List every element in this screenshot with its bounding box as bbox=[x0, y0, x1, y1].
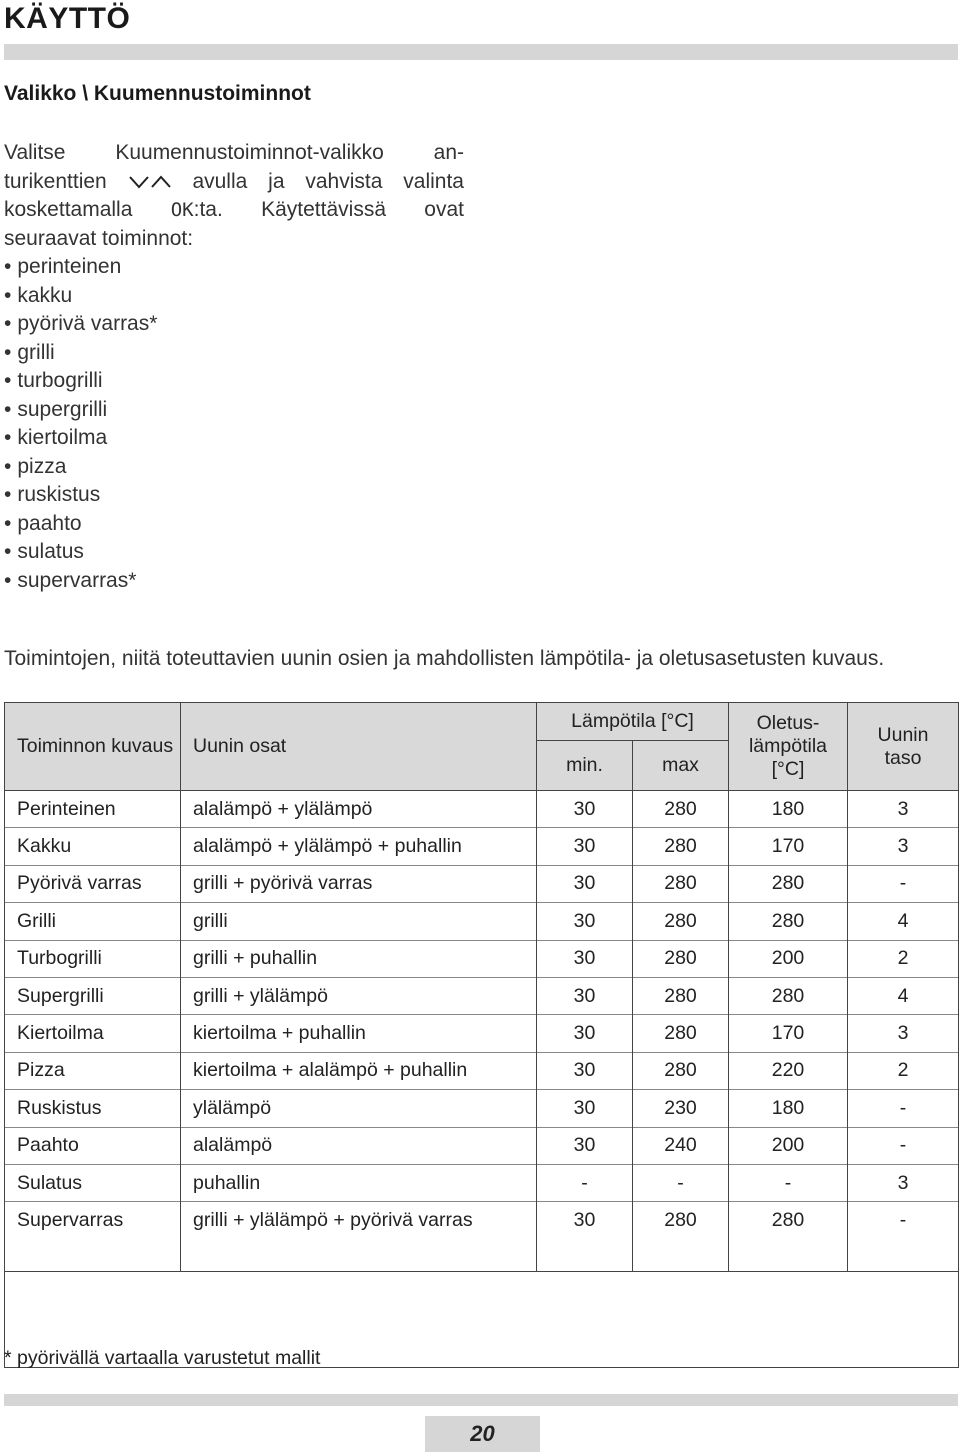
intro-line-3 bbox=[4, 196, 464, 225]
cell-function: Turbogrilli bbox=[5, 940, 181, 977]
cell-level: - bbox=[848, 1127, 959, 1164]
cell-function: Supervarras bbox=[5, 1202, 181, 1239]
cell-min: 30 bbox=[537, 791, 633, 828]
page-header-title: KÄYTTÖ bbox=[4, 2, 131, 35]
cell-parts: grilli + pyörivä varras bbox=[181, 865, 537, 902]
table-row bbox=[5, 940, 959, 977]
cell-default: 280 bbox=[729, 977, 848, 1014]
list-item: • pizza bbox=[4, 453, 464, 482]
table-caption: Toimintojen, niitä toteuttavien uunin osien ja mahdollisten lämpötila- ja oletusasetusten kuvaus. bbox=[4, 647, 885, 670]
cell-default: 200 bbox=[729, 940, 848, 977]
cell-min: 30 bbox=[537, 865, 633, 902]
empty-cell bbox=[848, 1239, 959, 1272]
intro-line-3-post: :ta. Käytettävissä ovat bbox=[193, 198, 465, 221]
cell-level: 4 bbox=[848, 903, 959, 940]
table-row bbox=[5, 865, 959, 902]
cell-function: Pyörivä varras bbox=[5, 865, 181, 902]
list-item: • supergrilli bbox=[4, 396, 464, 425]
cell-level: 3 bbox=[848, 828, 959, 865]
cell-min: 30 bbox=[537, 1202, 633, 1239]
cell-parts: kiertoilma + alalämpö + puhallin bbox=[181, 1052, 537, 1089]
list-item: • sulatus bbox=[4, 538, 464, 567]
table-row bbox=[5, 903, 959, 940]
cell-function: Ruskistus bbox=[5, 1090, 181, 1127]
cell-min: 30 bbox=[537, 1052, 633, 1089]
cell-parts: puhallin bbox=[181, 1164, 537, 1201]
cell-max: 280 bbox=[633, 1015, 729, 1052]
page-number: 20 bbox=[425, 1416, 540, 1452]
cell-max: 240 bbox=[633, 1127, 729, 1164]
cell-level: 3 bbox=[848, 1164, 959, 1201]
table-row bbox=[5, 828, 959, 865]
empty-cell bbox=[633, 1239, 729, 1272]
cell-function: Pizza bbox=[5, 1052, 181, 1089]
intro-line-2 bbox=[4, 168, 464, 197]
table-row bbox=[5, 1202, 959, 1239]
list-item: • grilli bbox=[4, 339, 464, 368]
cell-level: 4 bbox=[848, 977, 959, 1014]
chevron-down-icon bbox=[128, 174, 150, 190]
cell-max: 280 bbox=[633, 977, 729, 1014]
cell-function: Paahto bbox=[5, 1127, 181, 1164]
cell-level: - bbox=[848, 1090, 959, 1127]
cell-default: 170 bbox=[729, 828, 848, 865]
cell-level: 3 bbox=[848, 791, 959, 828]
list-item: • ruskistus bbox=[4, 481, 464, 510]
chevron-up-icon bbox=[150, 174, 172, 190]
list-item: • paahto bbox=[4, 510, 464, 539]
table-row bbox=[5, 977, 959, 1014]
cell-max: 280 bbox=[633, 903, 729, 940]
cell-parts: alalämpö bbox=[181, 1127, 537, 1164]
section-title: Valikko \ Kuumennustoiminnot bbox=[4, 82, 311, 105]
header-level: Uunin taso bbox=[848, 703, 959, 791]
list-item: • turbogrilli bbox=[4, 367, 464, 396]
empty-cell bbox=[5, 1239, 181, 1272]
table-row bbox=[5, 791, 959, 828]
cell-level: 3 bbox=[848, 1015, 959, 1052]
cell-parts: grilli bbox=[181, 903, 537, 940]
cell-min: 30 bbox=[537, 903, 633, 940]
table-row bbox=[5, 1090, 959, 1127]
cell-min: 30 bbox=[537, 940, 633, 977]
footer-divider bbox=[4, 1394, 958, 1406]
intro-line-2-post: avulla ja vahvista valinta bbox=[192, 169, 464, 193]
table-row bbox=[5, 1015, 959, 1052]
cell-function: Perinteinen bbox=[5, 791, 181, 828]
cell-level: - bbox=[848, 865, 959, 902]
cell-max: 230 bbox=[633, 1090, 729, 1127]
cell-default: 200 bbox=[729, 1127, 848, 1164]
cell-default: 220 bbox=[729, 1052, 848, 1089]
list-item: • perinteinen bbox=[4, 253, 464, 282]
table-row bbox=[5, 1164, 959, 1201]
empty-cell bbox=[537, 1239, 633, 1272]
list-item: • supervarras* bbox=[4, 567, 464, 596]
cell-level: 2 bbox=[848, 1052, 959, 1089]
cell-function: Kiertoilma bbox=[5, 1015, 181, 1052]
cell-max: 280 bbox=[633, 791, 729, 828]
list-item: • kiertoilma bbox=[4, 424, 464, 453]
empty-cell bbox=[181, 1239, 537, 1272]
list-item: • pyörivä varras* bbox=[4, 310, 464, 339]
cell-min: 30 bbox=[537, 977, 633, 1014]
cell-min: - bbox=[537, 1164, 633, 1201]
table-row bbox=[5, 1127, 959, 1164]
feature-list bbox=[4, 253, 464, 595]
intro-line-1: Valitse Kuumennustoiminnot-valikko an- bbox=[4, 141, 464, 164]
header-default-temp: Oletus-lämpötila [°C] bbox=[729, 703, 848, 791]
cell-max: 280 bbox=[633, 828, 729, 865]
cell-parts: ylälämpö bbox=[181, 1090, 537, 1127]
cell-parts: kiertoilma + puhallin bbox=[181, 1015, 537, 1052]
cell-default: 280 bbox=[729, 865, 848, 902]
cell-min: 30 bbox=[537, 1090, 633, 1127]
header-function: Toiminnon kuvaus bbox=[5, 703, 181, 791]
cell-min: 30 bbox=[537, 1127, 633, 1164]
table-spacer-row bbox=[5, 1239, 959, 1272]
cell-max: 280 bbox=[633, 865, 729, 902]
intro-line-3-pre: koskettamalla bbox=[4, 198, 133, 221]
cell-parts: grilli + ylälämpö + pyörivä varras bbox=[181, 1202, 537, 1239]
cell-parts: grilli + ylälämpö bbox=[181, 977, 537, 1014]
header-parts: Uunin osat bbox=[181, 703, 537, 791]
cell-default: 170 bbox=[729, 1015, 848, 1052]
intro-line-4: seuraavat toiminnot: bbox=[4, 226, 194, 250]
header-max: max bbox=[633, 741, 729, 791]
functions-table bbox=[4, 702, 959, 1368]
cell-function: Grilli bbox=[5, 903, 181, 940]
cell-function: Supergrilli bbox=[5, 977, 181, 1014]
cell-default: 180 bbox=[729, 1090, 848, 1127]
list-item: • kakku bbox=[4, 282, 464, 311]
cell-parts: grilli + puhallin bbox=[181, 940, 537, 977]
cell-max: 280 bbox=[633, 1202, 729, 1239]
header-divider bbox=[4, 44, 958, 60]
cell-parts: alalämpö + ylälämpö bbox=[181, 791, 537, 828]
cell-min: 30 bbox=[537, 828, 633, 865]
cell-max: 280 bbox=[633, 940, 729, 977]
cell-parts: alalämpö + ylälämpö + puhallin bbox=[181, 828, 537, 865]
cell-level: - bbox=[848, 1202, 959, 1239]
cell-default: 280 bbox=[729, 903, 848, 940]
cell-default: 180 bbox=[729, 791, 848, 828]
footnote: * pyörivällä vartaalla varustetut mallit bbox=[4, 1347, 321, 1369]
header-min: min. bbox=[537, 741, 633, 791]
cell-default: 280 bbox=[729, 1202, 848, 1239]
ok-key-label: OK bbox=[170, 199, 194, 221]
intro-line-2-pre: turikenttien bbox=[4, 169, 107, 193]
cell-max: - bbox=[633, 1164, 729, 1201]
header-temperature: Lämpötila [°C] bbox=[537, 703, 729, 741]
cell-min: 30 bbox=[537, 1015, 633, 1052]
intro-paragraph bbox=[4, 139, 464, 595]
cell-function: Kakku bbox=[5, 828, 181, 865]
cell-default: - bbox=[729, 1164, 848, 1201]
cell-max: 280 bbox=[633, 1052, 729, 1089]
table-row bbox=[5, 1052, 959, 1089]
cell-level: 2 bbox=[848, 940, 959, 977]
cell-function: Sulatus bbox=[5, 1164, 181, 1201]
empty-cell bbox=[729, 1239, 848, 1272]
